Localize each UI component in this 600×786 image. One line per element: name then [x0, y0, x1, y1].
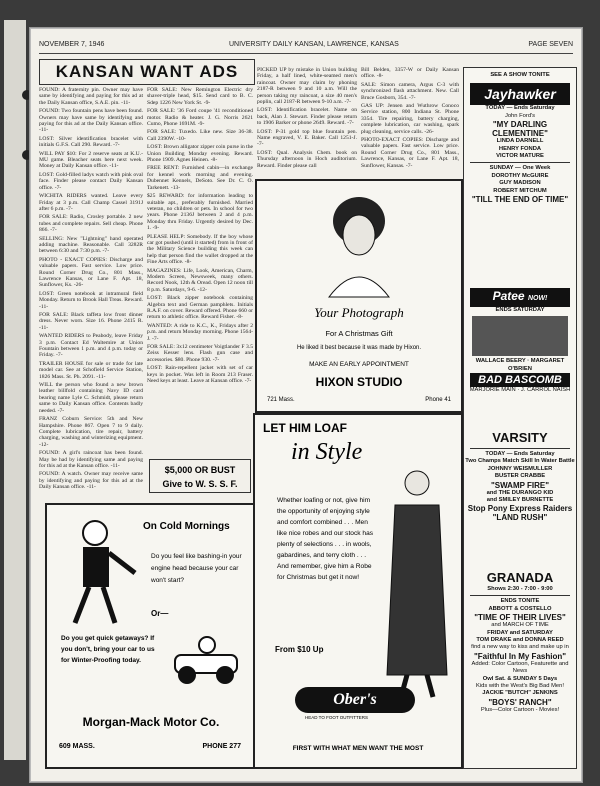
classified-column-3 [257, 67, 357, 177]
gra-film-2: "Faithful In My Fashion" [473, 651, 567, 661]
page-header [39, 41, 573, 54]
classified-ad: FRANZ Coburn Service: 5th and New Hampshire. Phone 867. Open 7 to 9 daily. Complete lubrication, tire repair, battery charging, washing and winterizing equipment. -12- [39, 416, 143, 448]
obers-logo-sub: HEAD TO FOOT OUTFITTERS [305, 715, 369, 720]
jay-cast: VICTOR MATURE [496, 153, 544, 160]
gra-cast-2: TOM DRAKE and DONNA REED [476, 637, 564, 644]
classified-ad: FOUND: A girl's raincoat has been found. May be had by identifying same and paying for this ad at the Kansan office. -11- [39, 450, 143, 469]
classified-ad: LOST: Silver identification bracelet with initials G.F.S. Call 290. Reward. -7- [39, 135, 143, 149]
jay-director: John Ford's [504, 112, 536, 119]
obers-footer: FIRST WITH WHAT MEN WANT THE MOST [292, 745, 424, 752]
morgan-copy-1: Do you feel like bashing-in your engine head because your car won't start? [151, 553, 242, 584]
classified-ad: GAS UP: Jensen and Wuthrow Conoco Service station, 800 Indiana St. Phone 3354. Tire repairing, battery charging, complete lubrication, car washing, spark plug cleaning, service calls. -26- [361, 103, 459, 135]
patee-now: NOW! [527, 295, 548, 302]
obers-ad [253, 413, 463, 769]
wssf-line1: $5,000 OR BUST [164, 465, 236, 475]
morgan-name: Morgan-Mack Motor Co. [82, 715, 220, 729]
classified-ad: Bill Belden, 3357-W or Daily Kansan office. -8- [361, 67, 459, 80]
classified-ad: WILL the person who found a new brown leather billfold containing Navy ID card bearing name Lyle C. Schmidt, please return same to Daily Kansan office. Contents badly needed. -7- [39, 382, 143, 414]
classified-ad: LOST: Green notebook at intramural field Monday. Return to Brook Hall Treas. Reward. -11- [39, 290, 143, 310]
obers-headline-2: in Style [291, 439, 363, 465]
classified-ad: LOST: Qual. Analysis Chem. book on Thursday afternoon in Hoch auditorium. Reward. Finder please call [257, 149, 357, 169]
gra-extra: and MARCH OF TIME [491, 622, 549, 629]
classified-ad: FOR SALE: Tuxedo. Like new. Size 36-38. Call 2390W. -10- [147, 129, 253, 142]
header-page: PAGE SEVEN [528, 41, 573, 48]
hixon-phone: Phone 41 [425, 397, 451, 403]
jayhawker-logo: Jayhawker [470, 83, 570, 105]
hixon-title: Your Photograph [314, 305, 404, 320]
classified-ad: SELLING: New "Lightning" hand operated adding machine. Reasonable. Call 3282R between 6:30 and 7:30 p.m. -7- [39, 235, 143, 255]
obers-logo: Ober's [295, 687, 415, 713]
classified-ad: SALE: Simon camera, Argus C-3 with synchronized flash attachment. New. Call Bruce Gosborn, 354. -7- [361, 81, 459, 101]
var-tag: Two Champs Match Skill In Water Battle [465, 458, 575, 465]
hixon-subtitle: For A Christmas Gift [325, 329, 393, 338]
header-date: NOVEMBER 7, 1946 [39, 41, 105, 48]
classified-ad: LOST: P-31 gold top blue fountain pen. Name engraved, V. E. Baker. Call 1251-J. -7- [257, 128, 357, 148]
classified-ad: FOR SALE: New Remington Electric dry shaver-triple head, $15. Send card to B. C. Sdep 1226 New York St. -9- [147, 87, 253, 106]
granada-logo: GRANADA [486, 570, 554, 585]
theatre-listings [463, 67, 577, 769]
patee-ends: ENDS SATURDAY [495, 307, 545, 313]
var-and-2: and SMILEY BURNETTE [486, 497, 554, 504]
gra-ends: ENDS TONITE [500, 598, 540, 605]
jay-cast-2: ROBERT MITCHUM [493, 187, 547, 194]
obers-price: From $10 Up [275, 645, 324, 654]
jay-cast-2: DOROTHY McGUIRE [491, 172, 549, 179]
classified-ad: FOR SALE: Radio, Crosley portable. 2 new tubes and complete repairs. Sell cheap. Phone 866. -7- [39, 214, 143, 234]
wssf-box [149, 459, 251, 493]
classified-ad: WICHITA RIDERS wanted. Leave every Friday at 3 p.m. Call Champ Cassel 3191J after 6 p.m. -7- [39, 193, 143, 212]
jay-film: "MY DARLING CLEMENTINE" [492, 120, 548, 139]
classified-ad: FOUND: A watch. Owner may receive same by identifying and paying for this ad at the Daily Kansan office. -11- [39, 471, 143, 491]
gra-fri: FRIDAY and SATURDAY [487, 629, 553, 636]
man-in-robe-illustration-icon [377, 465, 457, 705]
hixon-appointment: MAKE AN EARLY APPOINTMENT [309, 361, 409, 368]
morgan-copy-2: Do you get quick getaways? If you don't, bring your car to us for Winter-Proofing today. [61, 635, 155, 664]
newspaper-page [30, 28, 582, 782]
var-film: "SWAMP FIRE" [490, 480, 550, 490]
classified-ad: LOST: Black zipper notebook containing Algebra text and German pamphlets. Initials R.A.F. on cover. Reward offered. Phone 660 or return to athletic office. Reward Fisher. -8- [147, 295, 253, 321]
gra-film: "TIME OF THEIR LIVES" [474, 613, 566, 623]
classified-column-4 [361, 67, 459, 177]
var-today: TODAY — Ends Saturday [485, 451, 555, 457]
header-paper: UNIVERSITY DAILY KANSAN, LAWRENCE, KANSAS [229, 41, 399, 48]
patee-cast: WALLACE BEERY · MARGARET O'BRIEN [475, 358, 565, 372]
gra-plus: Plus—Color Cartoon - Movies! [480, 706, 560, 713]
morgan-phone: PHONE 277 [202, 743, 241, 750]
gra-owl: Owl Sat. & SUNDAY 5 Days [482, 675, 558, 682]
show-tonite: SEE A SHOW TONITE [490, 72, 550, 78]
classified-ad: FOR SALE: 3x12 centimeter Voigtlander F 3.5 Zeiss Kesser lens. Flash gun case and accessories. $80. Phone 930. -7- [147, 344, 253, 363]
morgan-address: 609 MASS. [59, 743, 95, 750]
gra-cast-3: JACKIE "BUTCH" JENKINS [482, 690, 558, 697]
classified-column-2 [147, 87, 253, 487]
jay-cast: HENRY FONDA [498, 145, 542, 152]
jay-cast: LINDA DARNELL [496, 138, 544, 145]
jay-cast-2: GUY MADISON [499, 180, 541, 187]
classified-ad: LOST: Identification bracelet. Name on back, Alan J. Stewart. Finder please return to 1906 Barker or phone 2649. Reward. -7- [257, 107, 357, 127]
classified-ad: WANTED RIDERS to Peabody, leave Friday 3 p.m. Contact Ed Waltemire at Union Fountain between 1 p.m. and 4 p.m. today or Friday. -7- [39, 333, 143, 359]
gra-tag: find a new way to kiss and make up in [471, 644, 569, 651]
gra-times: Shows 2:30 - 7:00 - 9:00 [487, 586, 553, 592]
classified-ad: LOST: Gold-filled ladys watch with pink oval face. Finder please contact Daily Kansan office. -7- [39, 171, 143, 191]
classified-ad: PICKED UP by mistake in Union building Friday, a half lined, white-seamed men's raincoat. Owner may claim by phoning 2187-R between 9 and 10 a.m. Will the person taking my raincoat, a size 40 men's poplin, call 2187-R between 9-10 a.m. -7- [257, 67, 357, 106]
morgan-headline: On Cold Mornings [143, 521, 230, 532]
patee-extra: MARJORIE MAIN · J. CARROL NAISH [469, 387, 571, 394]
classified-ad: $25 REWARD: for information leading to suitable apt., preferably furnished. Married veteran, no children or pets. In school for two years. Phone 2136J between 2 and 4 p.m. Monday thru Friday. Urgently desired by Dec. 1. -9- [147, 193, 253, 232]
classified-ad: MAGAZINES: Life, Look, American, Charm, Modern Screen, Newsweek, many others. Record Nook, 12th & Oread. Open 12 noon till 8 p.m. Saturdays, 9-6. -12- [147, 267, 253, 293]
obers-copy: Whether loafing or not, give him the opportunity of enjoying style and comfort combined . . . Men like nice robes and our stock has plenty of selections . . . in wools, gabardines, and terry cloth . . . And remember, give him a Robe for Christmas but get it now! [277, 497, 374, 581]
patee-film: BAD BASCOMB [470, 373, 570, 387]
hixon-studio-name: HIXON STUDIO [315, 375, 403, 389]
classified-ad: LOST: Brown alligator zipper coin purse in the Union Building Monday evening. Reward. Phone 1909. Agnes Heinen. -8- [147, 144, 253, 164]
varsity-logo: VARSITY [492, 430, 548, 445]
morgan-mack-ad [45, 503, 257, 769]
var-cast: BUSTER CRABBE [494, 473, 546, 480]
hixon-address: 721 Mass. [267, 397, 295, 403]
classified-column-1 [39, 87, 143, 517]
var-and: and THE DURANGO KID [486, 489, 554, 496]
classified-ad: FREE RENT: Furnished cabin—in exchange for kennel work morning and evening. Dubennet Kennels, DeSoto. See Dr. C. O. Tarkenett. -13- [147, 165, 253, 191]
gra-owl-2: Kids with the West's Big Bad Men! [476, 683, 564, 690]
woman-portrait-icon [314, 189, 404, 299]
classified-ad: LOST: Rain-repellent jacket with set of car keys in pocket. Was left in Room 213 Fraser. Need keys at least. Leave at Kansan office. -7- [147, 365, 253, 385]
page-gutter [4, 20, 26, 760]
var-cast: JOHNNY WEISMULLER [487, 465, 553, 472]
classified-ad: PHOTO - EXACT COPIES: Discharge and valuable papers. Fast service. Low price. Round Corner Drug Co., 801 Mass., Lawrence Kansas, or Lane F. Apt. 18, Sunflower, Ks. -26- [39, 256, 143, 289]
classified-ad: WILL PAY $10: For 2 reserve seats at K.U.-MU game. Bleacher seats here next week. Money at Daily Kansan office. -11- [39, 150, 143, 170]
classified-ad: PHOTO-EXACT COPIES: Discharge and valuable papers. Fast service. Low price. Round Corner Drug Co., 801 Mass., Lawrence, Kansas, or Lane F. Apt. 18, Sunflower, Kansas. -7- [361, 137, 459, 169]
wssf-line2: Give to W. S. S. F. [162, 479, 238, 489]
hixon-line: He liked it best because it was made by Hixon. [296, 345, 422, 351]
classified-ad: FOUND: A fraternity pin. Owner may have same by identifying and paying for this ad at the Daily Kansan office, S.A.E. pin. -11- [39, 87, 143, 106]
classified-ad: FOR SALE: Black taffeta low front dinner dress. Never worn. Size 16. Phone 2415 R. -11- [39, 312, 143, 331]
car-illustration-icon [167, 631, 247, 691]
patee-logo [470, 288, 570, 307]
classified-ad: TRAILER HOUSE for sale or trade for late model car. See at Schofield Service Station, 1826 Mass. St. Ph. 2091. -11- [39, 360, 143, 380]
classified-ad: WANTED: A ride to K.C., K., Fridays after 2 p.m. and return Monday morning. Phone 1564-J. -7- [147, 322, 253, 342]
hixon-studio-ad [255, 179, 463, 413]
gra-added: Added: Color Cartoon, Featurette and News [471, 660, 569, 675]
classified-ad: FOUND: Two fountain pens have been found. Owners may have same by identifying and paying for this ad at the Daily Kansan office. -11- [39, 108, 143, 134]
jay-sunday: SUNDAY — One Week [489, 165, 551, 172]
morgan-or: Or— [151, 609, 169, 618]
mechanic-illustration-icon [55, 513, 145, 633]
jay-today: TODAY — Ends Saturday [485, 105, 555, 112]
gra-film-3: "BOYS' RANCH" [488, 697, 552, 707]
patee-film-still-icon [472, 316, 568, 356]
obers-headline-1: LET HIM LOAF [263, 421, 347, 435]
want-ads-title: KANSAN WANT ADS [39, 59, 255, 85]
classified-ad: FOR SALE: '36 Ford coupe '41 reconditioned motor. Radio & heater. J. G. Norris 2621 Cumo, Phone 1691M. -9- [147, 108, 253, 128]
var-film-2: Stop Pony Express Raiders "LAND RUSH" [467, 504, 573, 523]
gra-cast: ABBOTT & COSTELLO [488, 605, 552, 612]
jay-film-2: "TILL THE END OF TIME" [471, 195, 569, 205]
patee-name: Patee [492, 289, 525, 303]
classified-ad: PLEASE HELP: Somebody. If the boy whose car got pushed (until it started) from in front of the Military Science building this week can help that person find the wallet dropped at the Fine Arts office. -8- [147, 233, 253, 266]
